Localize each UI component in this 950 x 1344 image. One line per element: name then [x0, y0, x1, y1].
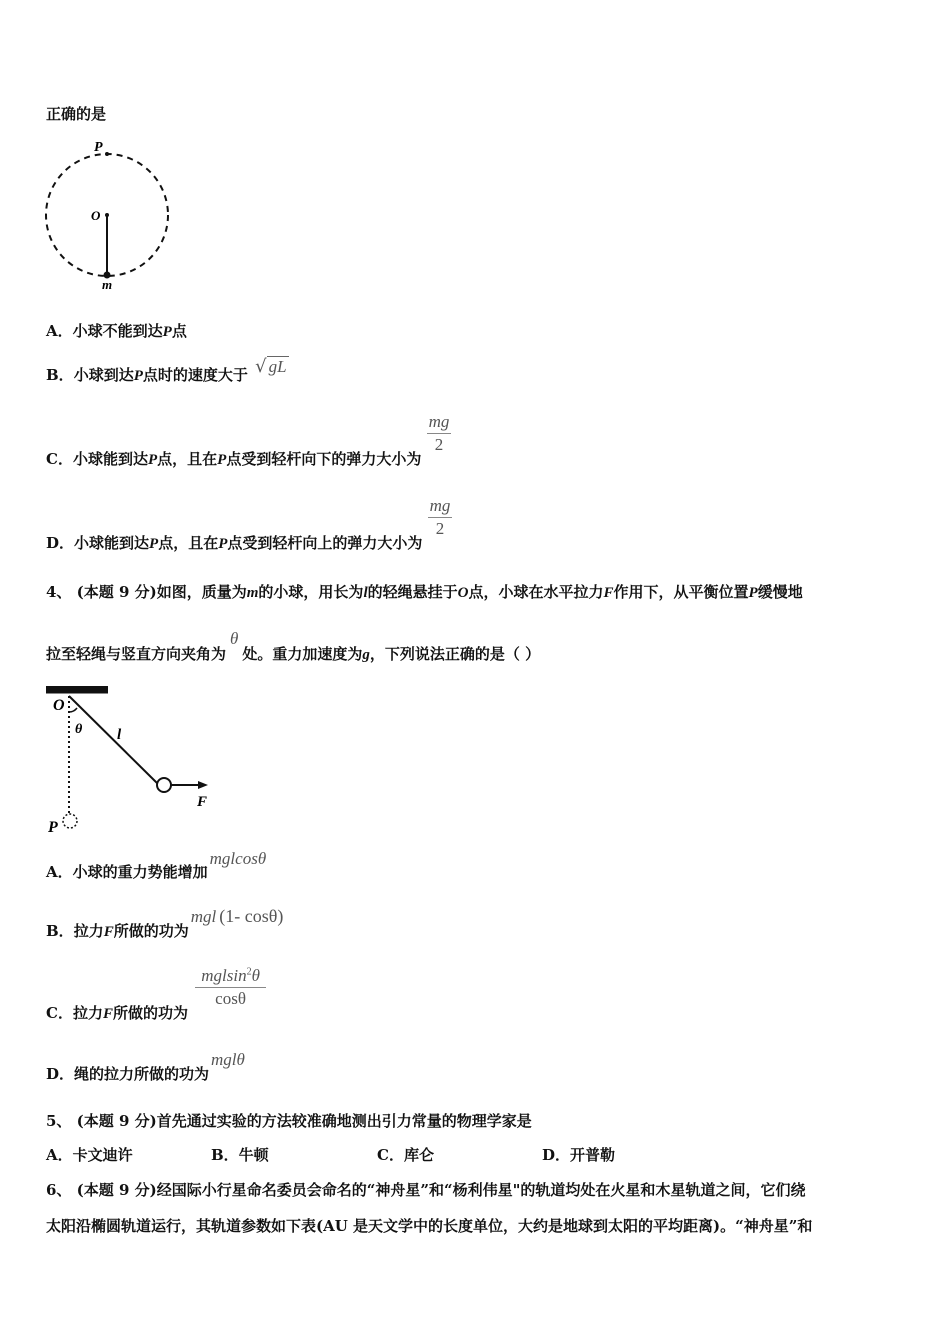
q4-label-theta: θ [75, 722, 83, 737]
q4-stem-line1: 4、 (本题 9 分)如图，质量为m的小球，用长为l的轻绳悬挂于O点，小球在水平拉力F作用下，从平衡位置P缓慢地 [46, 583, 803, 601]
q5-option-b: B．牛顿 [211, 1146, 269, 1164]
q4-pendulum-figure [40, 682, 220, 838]
q3-option-d: D．小球能到达P点，且在P点受到轻杆向上的弹力大小为 $\frac{mg}{2}$ [46, 496, 451, 552]
q4-ceiling [46, 686, 108, 693]
q4-label-l: l [117, 727, 122, 743]
q3-point-p [105, 152, 109, 156]
q3-circle-figure [40, 136, 180, 294]
q3-option-c: C．小球能到达P点，且在P点受到轻杆向下的弹力大小为 $\frac{mg}{2}$ [46, 412, 450, 468]
q3-option-b: B．小球到达P点时的速度大于 √ gL [46, 356, 287, 384]
q4-option-a: A．小球的重力势能增加mglcosθ [46, 849, 267, 881]
q4-ball [157, 778, 171, 792]
q4-label-p: P [48, 819, 58, 836]
q5-option-c: C．库仑 [377, 1146, 434, 1164]
q4-option-d: D．绳的拉力所做的功为mglθ [46, 1050, 245, 1083]
q3-intro: 正确的是 [46, 105, 107, 123]
q4-option-c: C．拉力F所做的功为 $\frac{mglsin^2\theta}{\cos\theta}$ [46, 966, 266, 1009]
fraction-work: $\frac{mglsin^2\theta}{\cos\theta}$ [195, 966, 266, 1009]
q4-arrowhead [198, 781, 208, 789]
q3-label-o: O [91, 208, 101, 223]
q6-stem-line1: 6、 (本题 9 分)经国际小行星命名委员会命名的“神舟星”和“杨利伟星"的轨道均处在火星和木星轨道之间，它们绕 [46, 1181, 806, 1199]
sqrt-gl: √ gL [255, 356, 287, 377]
q4-rope [69, 696, 158, 784]
q4-angle-arc [69, 708, 77, 712]
q5-option-a: A．卡文迪许 [46, 1146, 133, 1164]
q3-label-m: m [102, 277, 113, 292]
fraction-mg-over-2: $\frac{mg}{2}$ [428, 412, 450, 454]
q4-label-f: F [197, 794, 208, 810]
q5-option-d: D．开普勒 [542, 1146, 616, 1164]
q3-point-o [105, 213, 109, 217]
q4-ball-initial [63, 814, 77, 828]
q5-stem: 5、 (本题 9 分)首先通过实验的方法较准确地测出引力常量的物理学家是 [46, 1112, 532, 1130]
q4-label-o: O [53, 697, 65, 714]
q3-label-p: P [94, 140, 103, 155]
q4-option-b: B．拉力F所做的功为mgl (1- cosθ) [46, 906, 284, 940]
fraction-mg-over-2: $\frac{mg}{2}$ [429, 496, 451, 538]
q4-stem-line2: 拉至轻绳与竖直方向夹角为θ处。重力加速度为g，下列说法正确的是（ ） [46, 629, 541, 663]
q3-option-a: A．小球不能到达P点 [46, 322, 187, 340]
q6-stem-line2: 太阳沿椭圆轨道运行，其轨道参数如下表(AU 是天文学中的长度单位，大约是地球到太阳的平均距离)。“神舟星”和 [46, 1217, 813, 1235]
